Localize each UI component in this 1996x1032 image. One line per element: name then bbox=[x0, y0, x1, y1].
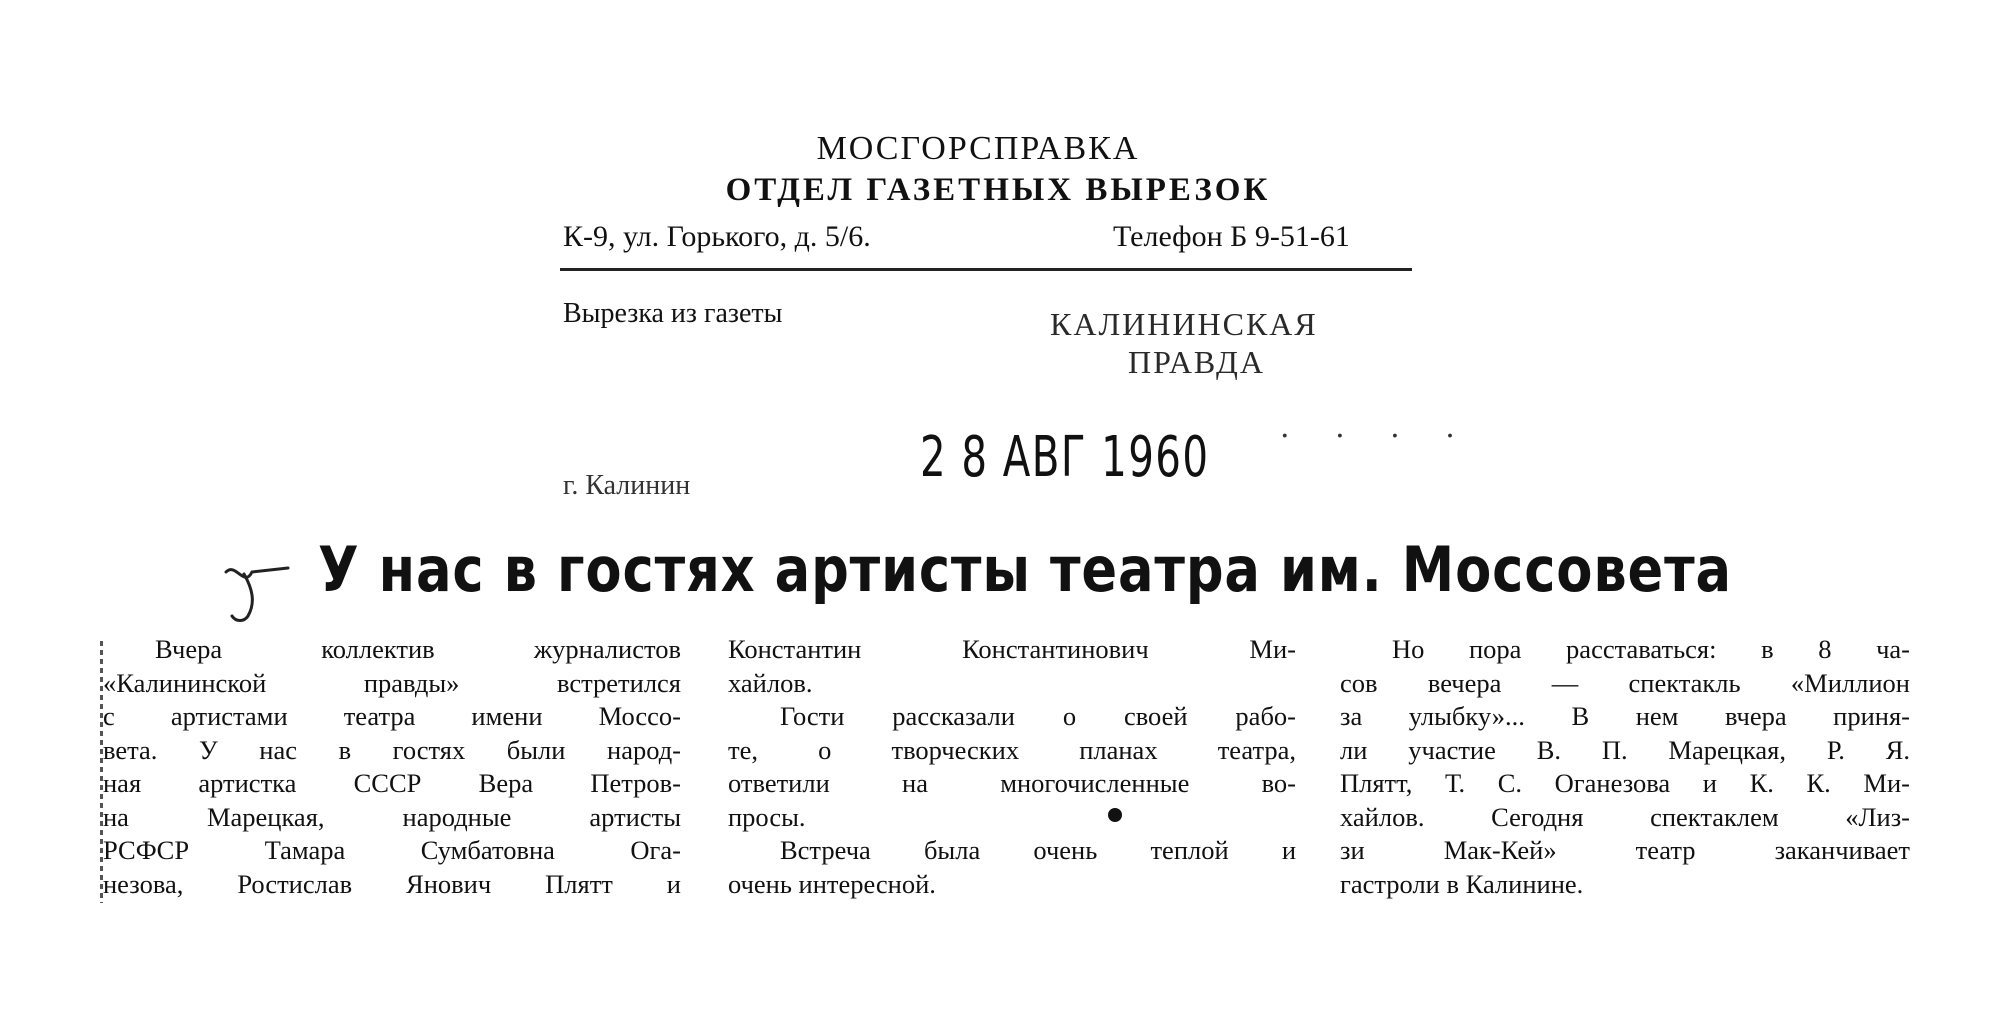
article-line: ли участие В. П. Марецкая, Р. Я. bbox=[1340, 734, 1910, 765]
article-column-2 bbox=[728, 633, 1296, 901]
newspaper-name-line-1: КАЛИНИНСКАЯ bbox=[1050, 306, 1318, 342]
header-divider bbox=[560, 268, 1412, 271]
article-line: хайлов. bbox=[728, 667, 813, 698]
org-name bbox=[0, 130, 1996, 168]
article-line: Плятт, Т. С. Оганезова и К. К. Ми- bbox=[1340, 768, 1910, 798]
article-line: ответили на многочисленные во- bbox=[728, 768, 1296, 798]
org-name-text: МОСГОРСПРАВКА bbox=[816, 130, 1140, 167]
article-line: Константин Константинович Ми- bbox=[728, 634, 1296, 664]
article-line: просы. bbox=[728, 801, 806, 832]
article-line: с артистами театра имени Моссо- bbox=[103, 701, 681, 731]
article-line: вета. У нас в гостях были народ- bbox=[103, 734, 681, 765]
address: К-9, ул. Горького, д. 5/6. bbox=[563, 220, 871, 253]
article-column-1 bbox=[103, 633, 681, 901]
article-column-3 bbox=[1340, 633, 1910, 901]
article-line: на Марецкая, народные артисты bbox=[103, 801, 681, 832]
article-line: Гости рассказали о своей рабо- bbox=[780, 701, 1296, 731]
city-label: г. Калинин bbox=[563, 470, 691, 501]
clipping-label: Вырезка из газеты bbox=[563, 298, 783, 329]
article-line: РСФСР Тамара Сумбатовна Ога- bbox=[103, 835, 681, 865]
article-line: очень интересной. bbox=[728, 868, 936, 899]
phone-number: Телефон Б 9-51-61 bbox=[1113, 220, 1350, 253]
date-stamp: 2 8 АВГ 1960 bbox=[920, 425, 1210, 490]
article-line: сов вечера — спектакль «Миллион bbox=[1340, 667, 1910, 698]
dotted-leader: . . . . bbox=[1280, 410, 1473, 445]
department-name-text: ОТДЕЛ ГАЗЕТНЫХ ВЫРЕЗОК bbox=[725, 172, 1271, 208]
article-line: «Калининской правды» встретился bbox=[103, 667, 681, 698]
article-line: те, о творческих планах театра, bbox=[728, 734, 1296, 765]
article-line: хайлов. Сегодня спектаклем «Лиз- bbox=[1340, 801, 1910, 832]
article-line: зи Мак-Кей» театр заканчивает bbox=[1340, 835, 1910, 865]
pencil-mark-icon bbox=[222, 558, 290, 628]
bullet-mark bbox=[1108, 808, 1122, 822]
article-line: Встреча была очень теплой и bbox=[780, 835, 1296, 865]
torn-edge bbox=[100, 641, 103, 903]
article-line: Вчера коллектив журналистов bbox=[155, 634, 681, 664]
article-line: Но пора расставаться: в 8 ча- bbox=[1392, 634, 1910, 664]
department-name bbox=[0, 172, 1996, 209]
article-line: незова, Ростислав Янович Плятт и bbox=[103, 868, 681, 899]
article-headline: У нас в гостях артисты театра им. Моссовета bbox=[318, 533, 1732, 606]
article-line: за улыбку»... В нем вчера приня- bbox=[1340, 701, 1910, 731]
article-line: гастроли в Калинине. bbox=[1340, 868, 1584, 899]
article-line: ная артистка СССР Вера Петров- bbox=[103, 768, 681, 798]
newspaper-name-line-2: ПРАВДА bbox=[1128, 344, 1265, 380]
